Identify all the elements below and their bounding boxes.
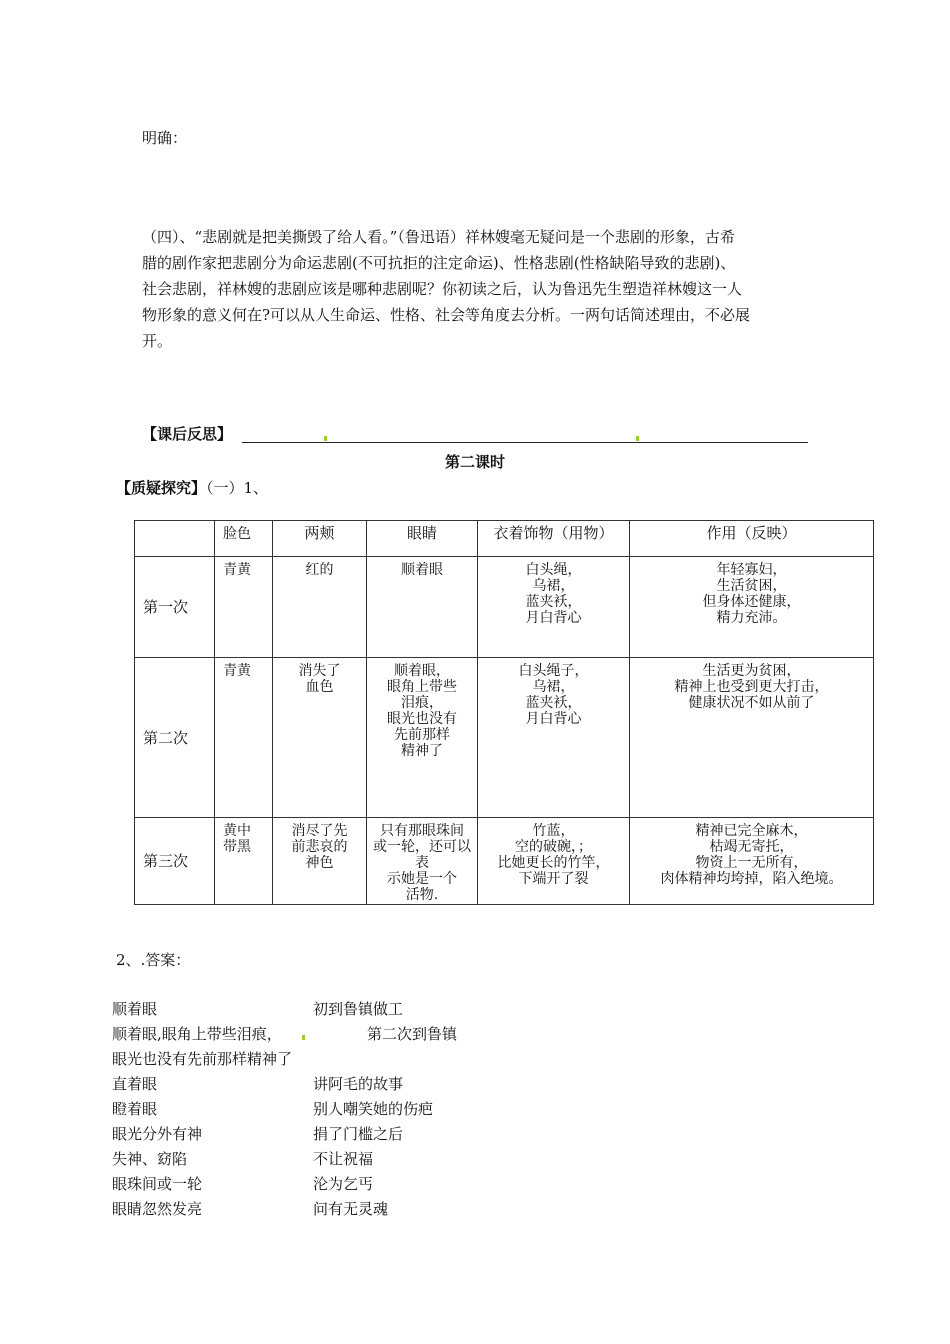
answers-title: 2、.答案：	[116, 951, 191, 969]
answer-right: 不让祝福	[313, 1150, 374, 1168]
row-label: 第二次	[135, 658, 215, 818]
inquiry-label: 【质疑探究】	[116, 479, 207, 497]
cheeks-cell: 消尽了先 前悲哀的 神色	[273, 818, 367, 905]
face-cell: 青黄	[215, 658, 273, 818]
table-row	[135, 557, 874, 658]
question-4	[142, 224, 822, 354]
marker-dot	[636, 436, 639, 441]
inquiry-heading	[116, 478, 268, 498]
table-row	[135, 818, 874, 905]
header-cell: 眼睛	[367, 521, 478, 557]
marker-dot	[302, 1035, 305, 1040]
row-label: 第三次	[135, 818, 215, 905]
clothing-cell: 竹蓝， 空的破碗，； 比她更长的竹竿， 下端开了裂	[478, 818, 630, 905]
answer-right: 问有无灵魂	[313, 1200, 389, 1218]
question-4-line: 腊的剧作家把悲剧分为命运悲剧(不可抗拒的注定命运)、性格悲剧(性格缺陷导致的悲剧)、	[142, 254, 736, 272]
header-cell: 两颊	[273, 521, 367, 557]
header-cell: 作用（反映）	[630, 521, 874, 557]
answer-left: 顺着眼,眼角上带些泪痕，	[112, 1025, 282, 1043]
effect-cell: 年轻寡妇， 生活贫困， 但身体还健康， 精力充沛。	[630, 557, 874, 658]
reflection-answer-line	[242, 442, 808, 443]
answer-left: 瞪着眼	[112, 1100, 158, 1118]
row-label: 第一次	[135, 557, 215, 658]
table-row	[135, 658, 874, 818]
eyes-cell: 只有那眼珠间 或一轮，还可以表 示她是一个 活物.	[367, 818, 478, 905]
reflection-label: 【课后反思】	[142, 425, 233, 443]
answer-left: 顺着眼	[112, 1000, 158, 1018]
answer-left: 眼光分外有神	[112, 1125, 203, 1143]
answer-right: 别人嘲笑她的伤疤	[313, 1100, 434, 1118]
cheeks-cell: 消失了 血色	[273, 658, 367, 818]
answer-left: 眼光也没有先前那样精神了	[112, 1050, 293, 1068]
question-4-line: 社会悲剧，祥林嫂的悲剧应该是哪种悲剧呢？你初读之后，认为鲁迅先生塑造祥林嫂这一人	[142, 280, 743, 298]
header-cell	[135, 521, 215, 557]
question-4-line: 开。	[142, 332, 173, 350]
effect-cell: 生活更为贫困， 精神上也受到更大打击， 健康状况不如从前了	[630, 658, 874, 818]
answer-left: 失神、窈陷	[112, 1150, 188, 1168]
answer-left: 眼珠间或一轮	[112, 1175, 203, 1193]
question-4-line: （四）、“悲剧就是把美撕毁了给人看。”（鲁迅语）祥林嫂毫无疑问是一个悲剧的形象，古希	[142, 228, 735, 246]
question-4-line: 物形象的意义何在?可以从人生命运、性格、社会等角度去分析。一两句话简述理由，不必展	[142, 306, 751, 324]
inquiry-item: （一）1、	[206, 479, 269, 497]
face-cell: 黄中 带黑	[215, 818, 273, 905]
table-header-row	[135, 521, 874, 557]
header-cell: 衣着饰物（用物）	[478, 521, 630, 557]
lesson-2-title: 第二课时	[444, 453, 505, 471]
answer-right: 捐了门槛之后	[313, 1125, 404, 1143]
answer-right: 第二次到鲁镇	[367, 1025, 458, 1043]
eyes-cell: 顺着眼， 眼角上带些 泪痕， 眼光也没有 先前那样 精神了	[367, 658, 478, 818]
marker-dot	[324, 436, 327, 441]
xianglinsao-appearance-table	[134, 520, 874, 905]
answer-left: 眼睛忽然发亮	[112, 1200, 203, 1218]
mingque-label: 明确：	[142, 129, 188, 147]
answer-left: 直着眼	[112, 1075, 158, 1093]
answer-right: 讲阿毛的故事	[313, 1075, 404, 1093]
answer-right: 沦为乞丐	[313, 1175, 374, 1193]
cheeks-cell: 红的	[273, 557, 367, 658]
clothing-cell: 白头绳子， 乌裙， 蓝夹袄， 月白背心	[478, 658, 630, 818]
answer-right: 初到鲁镇做工	[313, 1000, 404, 1018]
header-cell: 脸色	[215, 521, 273, 557]
clothing-cell: 白头绳， 乌裙， 蓝夹袄， 月白背心	[478, 557, 630, 658]
face-cell: 青黄	[215, 557, 273, 658]
eyes-cell: 顺着眼	[367, 557, 478, 658]
effect-cell: 精神已完全麻木， 枯竭无寄托， 物资上一无所有， 肉体精神均垮掉，陷入绝境。	[630, 818, 874, 905]
